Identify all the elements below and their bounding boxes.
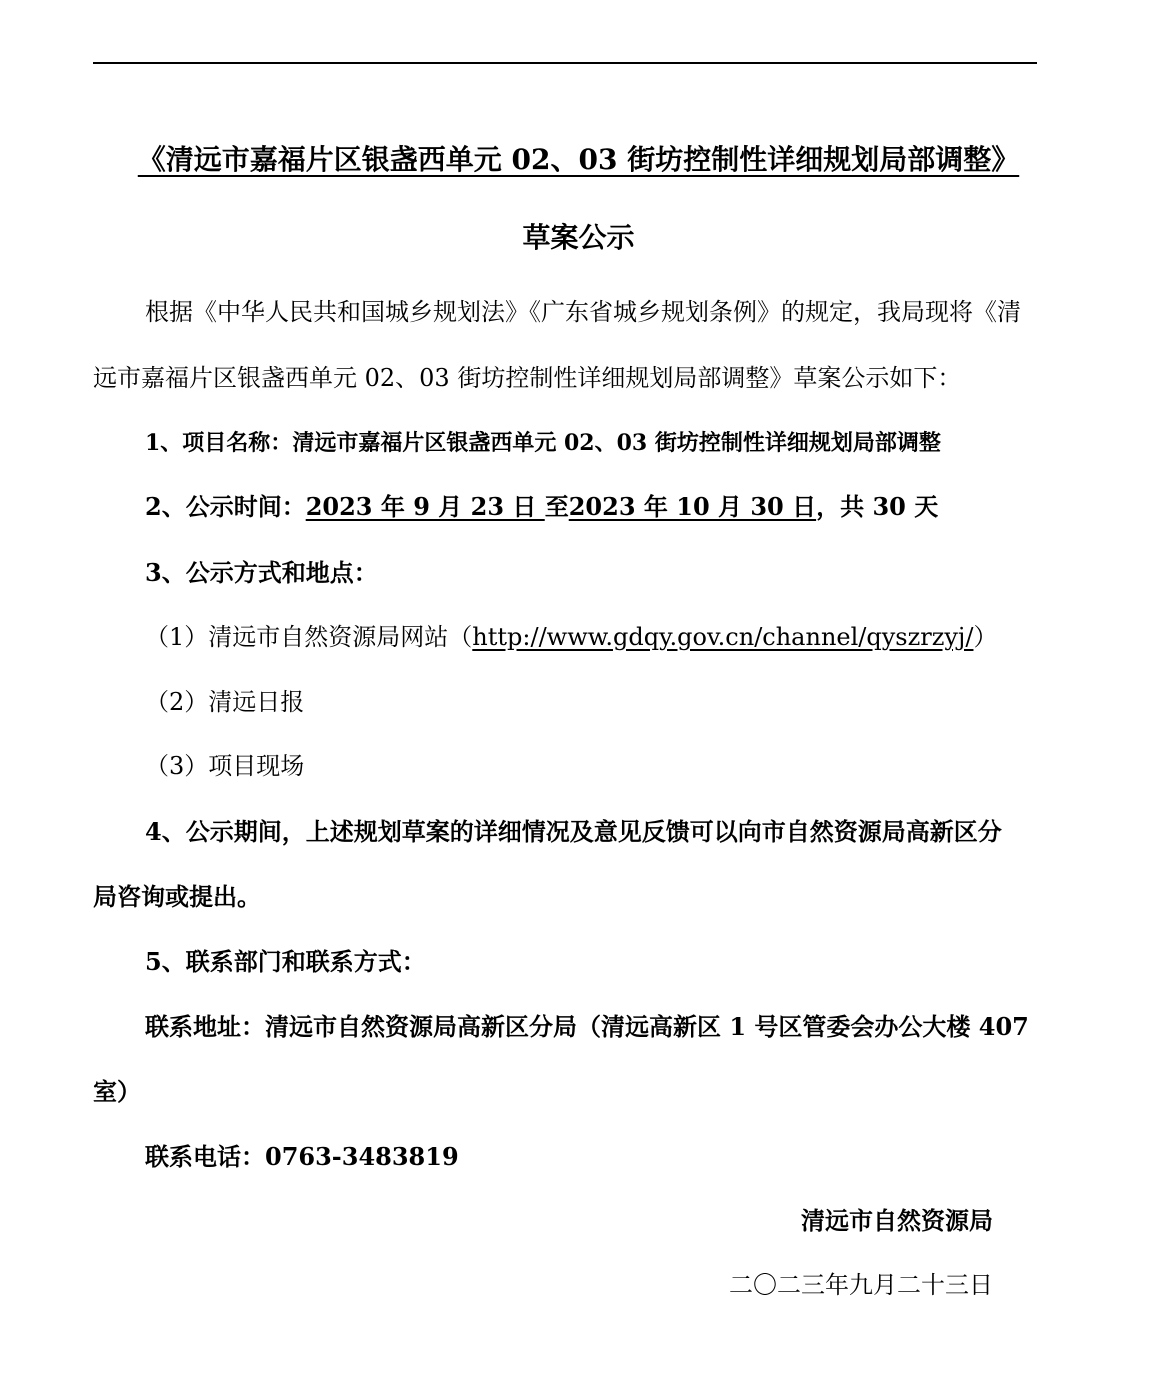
intro-line-2: 远市嘉福片区银盏西单元 02、03 街坊控制性详细规划局部调整》草案公示如下：	[93, 364, 962, 392]
item-1-value: 清远市嘉福片区银盏西单元 02、03 街坊控制性详细规划局部调整	[292, 430, 941, 456]
item-2-start-date: 2023 年 9 月 23 日	[305, 492, 545, 521]
item-1-project-name	[145, 426, 941, 460]
item-4-line-2: 局咨询或提出。	[93, 882, 261, 911]
contact-address-line-1: 联系地址：清远市自然资源局高新区分局（清远高新区 1 号区管委会办公大楼 407	[145, 1012, 1029, 1041]
item-3-sub-1	[145, 620, 997, 654]
item-2-suffix: ，共 30 天	[816, 492, 939, 521]
intro-line-1: 根据《中华人民共和国城乡规划法》《广东省城乡规划条例》的规定，我局现将《清	[145, 298, 1021, 326]
item-2-to: 至	[544, 492, 569, 521]
contact-address-line-2: 室）	[93, 1077, 141, 1106]
item-3-sub-1-prefix: （1）清远市自然资源局网站（	[145, 623, 473, 651]
item-2-end-date: 2023 年 10 月 30 日	[568, 492, 817, 521]
header-rule	[93, 62, 1037, 64]
item-3-sub-3: （3）项目现场	[145, 752, 305, 780]
website-link[interactable]: http://www.gdqy.gov.cn/channel/qyszrzyj/	[472, 623, 974, 651]
item-5-label: 5、联系部门和联系方式：	[145, 947, 426, 976]
contact-phone: 联系电话：0763-3483819	[145, 1142, 459, 1171]
signature-org: 清远市自然资源局	[801, 1206, 993, 1235]
document-title	[0, 140, 1157, 180]
item-1-label: 1、项目名称：	[145, 430, 293, 456]
item-3-sub-2: （2）清远日报	[145, 688, 305, 716]
signature-date: 二〇二三年九月二十三日	[729, 1271, 993, 1299]
item-4-line-1: 4、公示期间，上述规划草案的详细情况及意见反馈可以向市自然资源局高新区分	[145, 817, 1002, 846]
document-title-text: 《清远市嘉福片区银盏西单元 02、03 街坊控制性详细规划局部调整》	[137, 143, 1020, 176]
item-3-label: 3、公示方式和地点：	[145, 558, 378, 587]
document-subtitle: 草案公示	[522, 221, 635, 254]
item-2-label: 2、公示时间：	[145, 492, 306, 521]
item-3-sub-1-suffix: ）	[973, 623, 998, 651]
item-2-publicity-period	[145, 490, 938, 524]
